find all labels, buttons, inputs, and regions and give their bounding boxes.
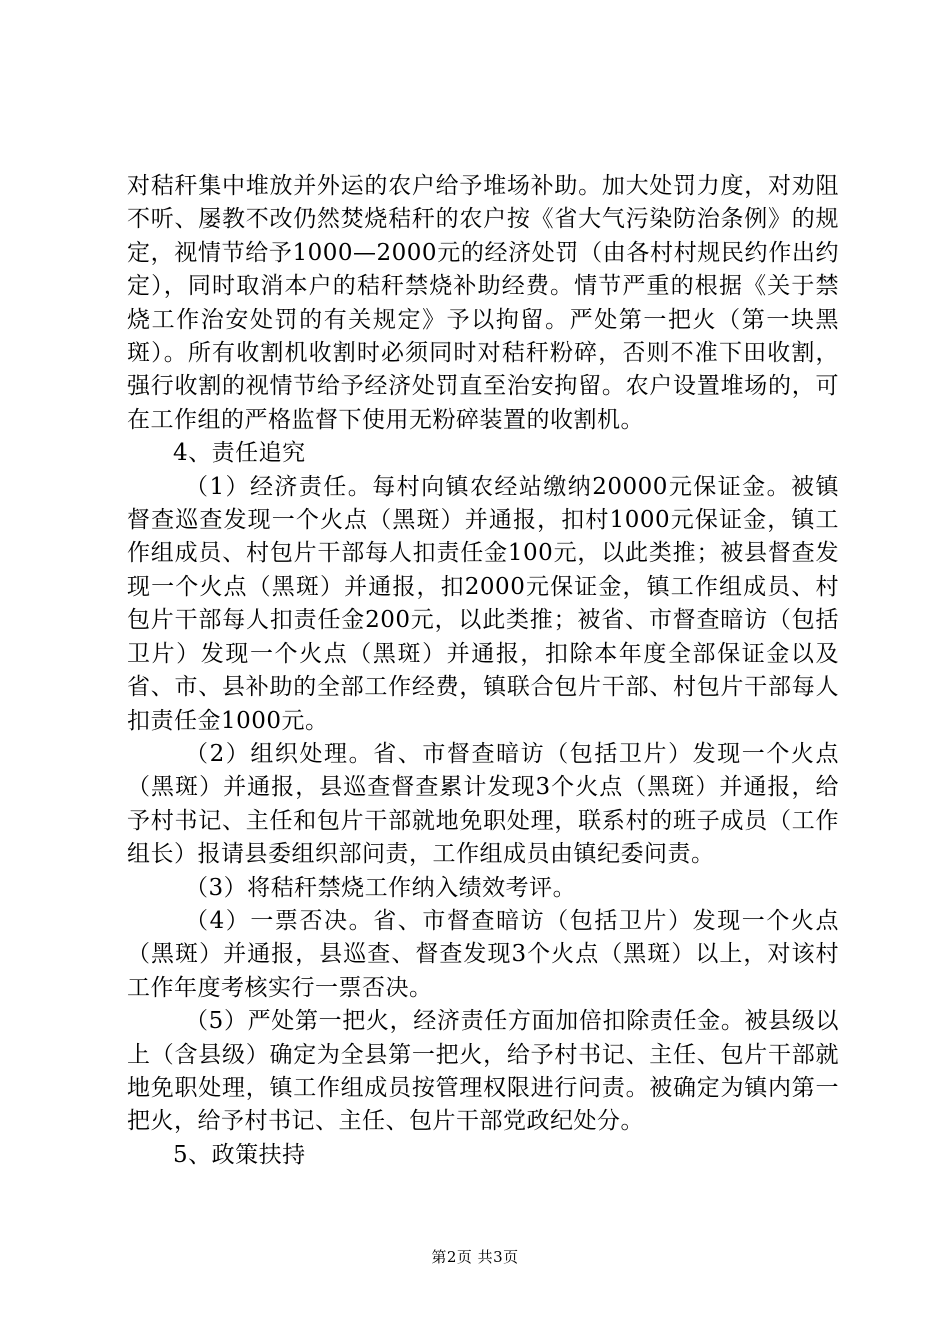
paragraph-performance-evaluation: （3）将秸秆禁烧工作纳入绩效考评。 xyxy=(185,874,577,901)
paragraph-organizational-handling: （2）组织处理。省、市督查暗访（包括卫片）发现一个火点（黑斑）并通报，县巡查督查累计发现3个火点（黑斑）并通报，给予村书记、主任和包片干部就地免职处理，联系村的班子成员（工作组长）报请县委组织部问责，工作组成员由镇纪委问责。 xyxy=(127,740,839,868)
paragraph-continued-penalties: 对秸秆集中堆放并外运的农户给予堆场补助。加大处罚力度，对劝阻不听、屡教不改仍然焚烧秸秆的农户按《省大气污染防治条例》的规定，视情节给予1000—2000元的经济处罚（由各村村规民约作出约定），同时取消本户的秸秆禁烧补助经费。情节严重的根据《关于禁烧工作治安处罚的有关规定》予以拘留。严处第一把火（第一块黑斑）。所有收割机收割时必须同时对秸秆粉碎，否则不准下田收割，强行收割的视情节给予经济处罚直至治安拘留。农户设置堆场的，可在工作组的严格监督下使用无粉碎装置的收割机。 xyxy=(127,173,839,433)
heading-policy-support: 5、政策扶持 xyxy=(173,1141,306,1168)
document-body xyxy=(127,170,839,1172)
paragraph-economic-responsibility: （1）经济责任。每村向镇农经站缴纳20000元保证金。被镇督查巡查发现一个火点（黑斑）并通报，扣村1000元保证金，镇工作组成员、村包片干部每人扣责任金100元，以此类推；被县督查发现一个火点（黑斑）并通报，扣2000元保证金，镇工作组成员、村包片干部每人扣责任金200元，以此类推；被省、市督查暗访（包括卫片）发现一个火点（黑斑）并通报，扣除本年度全部保证金以及省、市、县补助的全部工作经费，镇联合包片干部、村包片干部每人扣责任金1000元。 xyxy=(127,473,839,734)
paragraph-first-fire: （5）严处第一把火，经济责任方面加倍扣除责任金。被县级以上（含县级）确定为全县第一把火，给予村书记、主任、包片干部就地免职处理，镇工作组成员按管理权限进行问责。被确定为镇内第一把火，给予村书记、主任、包片干部党政纪处分。 xyxy=(127,1008,839,1135)
page-number-footer: 第2页 共3页 xyxy=(431,1248,519,1266)
paragraph-one-vote-veto: （4）一票否决。省、市督查暗访（包括卫片）发现一个火点（黑斑）并通报，县巡查、督查发现3个火点（黑斑）以上，对该村工作年度考核实行一票否决。 xyxy=(127,907,839,1001)
heading-responsibility: 4、责任追究 xyxy=(173,440,306,467)
